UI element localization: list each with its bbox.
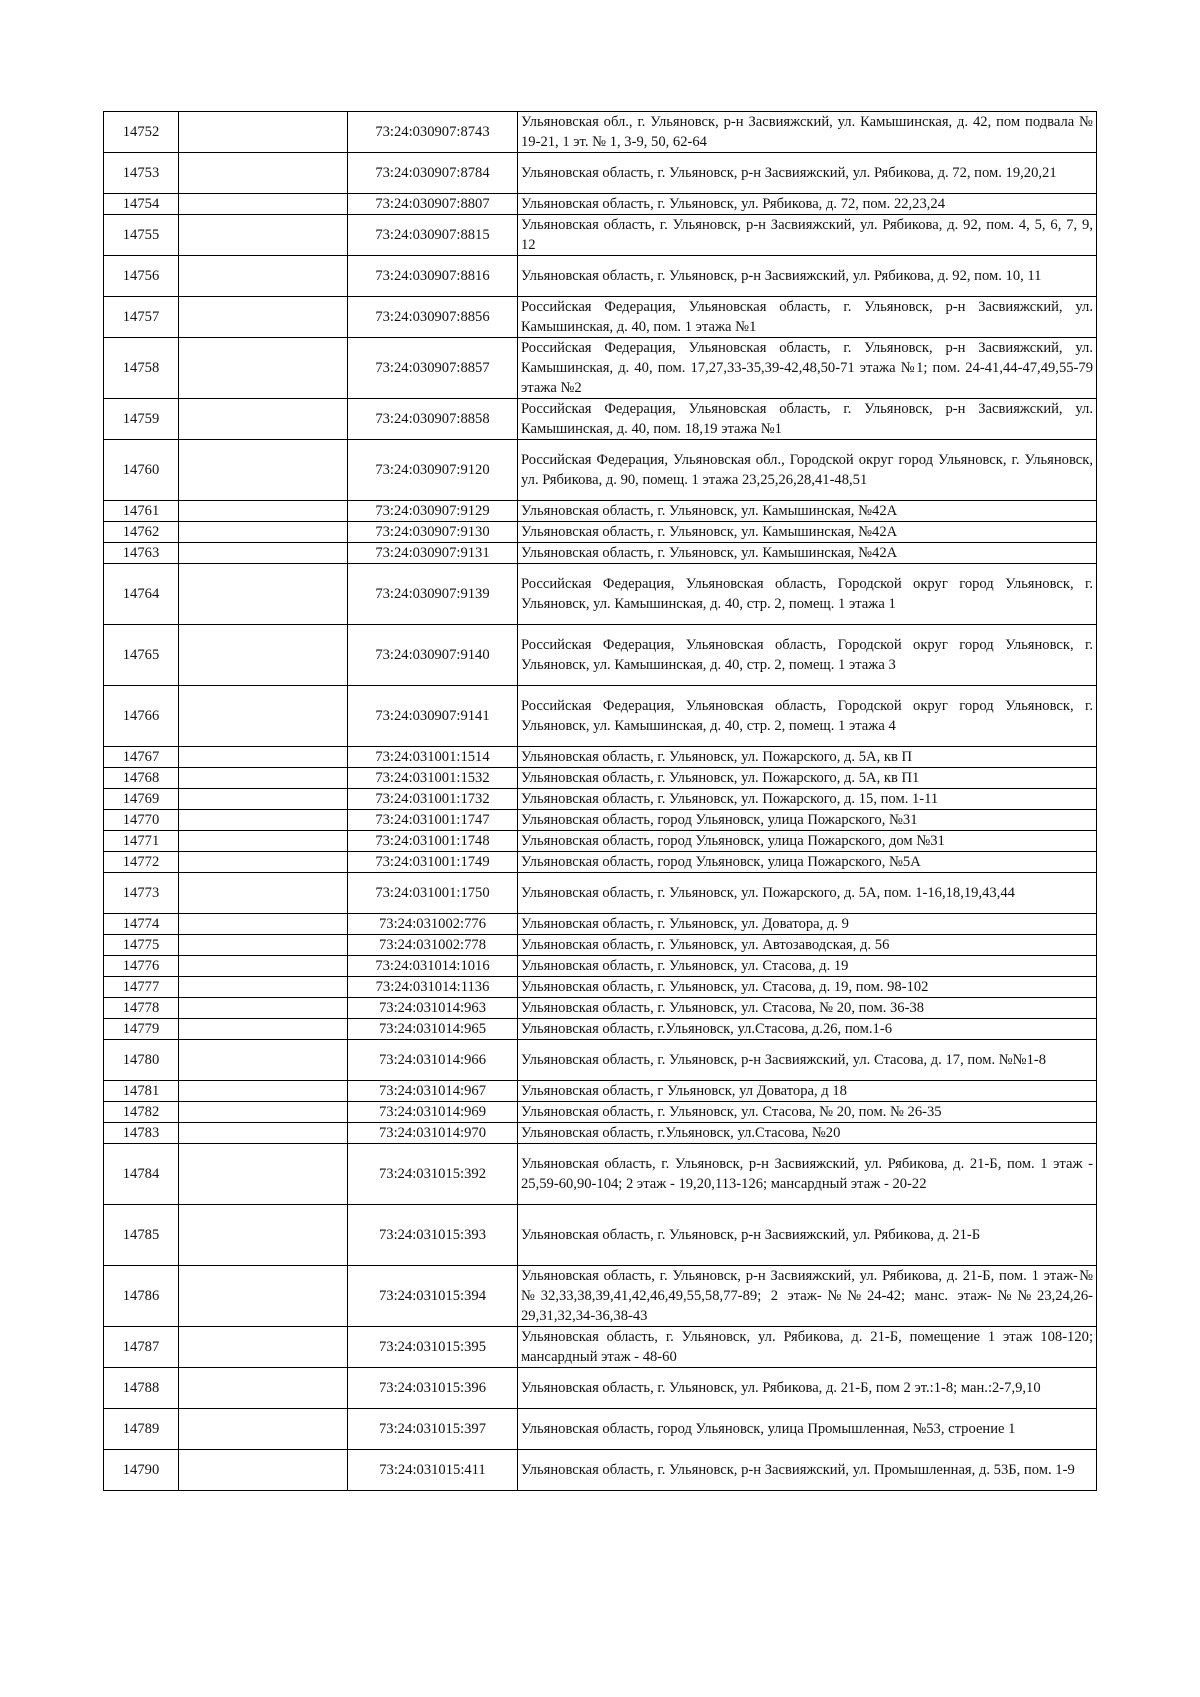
cadastral-number: 73:24:030907:8816 (348, 256, 518, 297)
table-row (104, 956, 1097, 977)
table-row (104, 873, 1097, 914)
row-number: 14778 (104, 998, 179, 1019)
row-number: 14785 (104, 1205, 179, 1266)
cadastral-number: 73:24:031001:1747 (348, 810, 518, 831)
address-cell: Ульяновская область, г. Ульяновск, ул. Доватора, д. 9 (518, 914, 1097, 935)
cadastral-number: 73:24:031001:1532 (348, 768, 518, 789)
row-number: 14790 (104, 1450, 179, 1491)
row-number: 14784 (104, 1144, 179, 1205)
empty-cell (179, 440, 348, 501)
empty-cell (179, 1450, 348, 1491)
cadastral-number: 73:24:031014:969 (348, 1102, 518, 1123)
cadastral-number: 73:24:031015:396 (348, 1368, 518, 1409)
table-row (104, 522, 1097, 543)
row-number: 14768 (104, 768, 179, 789)
empty-cell (179, 1205, 348, 1266)
row-number: 14762 (104, 522, 179, 543)
row-number: 14786 (104, 1266, 179, 1327)
address-cell: Ульяновская область, г. Ульяновск, ул. Стасова, д. 19 (518, 956, 1097, 977)
row-number: 14783 (104, 1123, 179, 1144)
cadastral-number: 73:24:030907:8856 (348, 297, 518, 338)
empty-cell (179, 956, 348, 977)
row-number: 14755 (104, 215, 179, 256)
address-cell: Ульяновская область, г. Ульяновск, ул. Камышинская, №42А (518, 501, 1097, 522)
table-row (104, 112, 1097, 153)
empty-cell (179, 625, 348, 686)
row-number: 14777 (104, 977, 179, 998)
address-cell: Ульяновская область, г. Ульяновск, р-н Засвияжский, ул. Стасова, д. 17, пом. №№1-8 (518, 1040, 1097, 1081)
cadastral-number: 73:24:030907:8815 (348, 215, 518, 256)
cadastral-number: 73:24:030907:8784 (348, 153, 518, 194)
row-number: 14770 (104, 810, 179, 831)
cadastral-number: 73:24:031015:392 (348, 1144, 518, 1205)
row-number: 14760 (104, 440, 179, 501)
empty-cell (179, 256, 348, 297)
empty-cell (179, 747, 348, 768)
empty-cell (179, 810, 348, 831)
empty-cell (179, 1102, 348, 1123)
table-row (104, 914, 1097, 935)
address-cell: Российская Федерация, Ульяновская обл., Городской округ город Ульяновск, г. Ульяновск, ул. Рябикова, д. 90, помещ. 1 этажа 23,25,26,28,41-48,51 (518, 440, 1097, 501)
table-row (104, 747, 1097, 768)
address-cell: Ульяновская область, г. Ульяновск, ул. Рябикова, д. 21-Б, пом 2 эт.:1-8; ман.:2-7,9,10 (518, 1368, 1097, 1409)
address-cell: Российская Федерация, Ульяновская область, Городской округ город Ульяновск, г. Ульяновск, ул. Камышинская, д. 40, стр. 2, помещ. 1 этажа 4 (518, 686, 1097, 747)
table-row (104, 1102, 1097, 1123)
empty-cell (179, 543, 348, 564)
empty-cell (179, 1144, 348, 1205)
address-cell: Ульяновская область, г. Ульяновск, ул. Стасова, д. 19, пом. 98-102 (518, 977, 1097, 998)
row-number: 14753 (104, 153, 179, 194)
row-number: 14779 (104, 1019, 179, 1040)
address-cell: Ульяновская область, г. Ульяновск, ул. Рябикова, д. 21-Б, помещение 1 этаж 108-120; мансардный этаж - 48-60 (518, 1327, 1097, 1368)
table-row (104, 935, 1097, 956)
empty-cell (179, 399, 348, 440)
table-row (104, 1040, 1097, 1081)
cadastral-number: 73:24:031014:966 (348, 1040, 518, 1081)
table-row (104, 297, 1097, 338)
empty-cell (179, 112, 348, 153)
cadastral-number: 73:24:031001:1750 (348, 873, 518, 914)
row-number: 14776 (104, 956, 179, 977)
cadastral-number: 73:24:031014:965 (348, 1019, 518, 1040)
empty-cell (179, 1266, 348, 1327)
cadastral-number: 73:24:030907:9141 (348, 686, 518, 747)
cadastral-number: 73:24:030907:9131 (348, 543, 518, 564)
address-cell: Ульяновская область, г. Ульяновск, ул. Пожарского, д. 15, пом. 1-11 (518, 789, 1097, 810)
address-cell: Ульяновская область, г. Ульяновск, р-н Засвияжский, ул. Рябикова, д. 72, пом. 19,20,21 (518, 153, 1097, 194)
cadastral-number: 73:24:031001:1748 (348, 831, 518, 852)
row-number: 14769 (104, 789, 179, 810)
row-number: 14789 (104, 1409, 179, 1450)
empty-cell (179, 789, 348, 810)
table-row (104, 977, 1097, 998)
cadastral-number: 73:24:030907:9129 (348, 501, 518, 522)
table-row (104, 153, 1097, 194)
empty-cell (179, 194, 348, 215)
table-row (104, 789, 1097, 810)
row-number: 14752 (104, 112, 179, 153)
address-cell: Ульяновская область, г. Ульяновск, ул. Рябикова, д. 72, пом. 22,23,24 (518, 194, 1097, 215)
address-cell: Российская Федерация, Ульяновская область, г. Ульяновск, р-н Засвияжский, ул. Камышинская, д. 40, пом. 17,27,33-35,39-42,48,50-71 этажа №1; пом. 24-41,44-47,49,55-79 этажа №2 (518, 338, 1097, 399)
empty-cell (179, 153, 348, 194)
cadastral-number: 73:24:031001:1749 (348, 852, 518, 873)
cadastral-number: 73:24:031014:1016 (348, 956, 518, 977)
table-row (104, 1205, 1097, 1266)
address-cell: Ульяновская область, г. Ульяновск, р-н Засвияжский, ул. Рябикова, д. 92, пом. 4, 5, 6, 7, 9, 12 (518, 215, 1097, 256)
address-cell: Ульяновская область, город Ульяновск, улица Пожарского, дом №31 (518, 831, 1097, 852)
address-cell: Ульяновская обл., г. Ульяновск, р-н Засвияжский, ул. Камышинская, д. 42, пом подвала № 19-21, 1 эт. № 1, 3-9, 50, 62-64 (518, 112, 1097, 153)
empty-cell (179, 1409, 348, 1450)
table-row (104, 194, 1097, 215)
address-cell: Ульяновская область, г. Ульяновск, ул. Пожарского, д. 5А, кв П (518, 747, 1097, 768)
address-cell: Ульяновская область, г. Ульяновск, ул. Пожарского, д. 5А, пом. 1-16,18,19,43,44 (518, 873, 1097, 914)
address-cell: Ульяновская область, г. Ульяновск, р-н Засвияжский, ул. Рябикова, д. 21-Б, пом. 1 этаж - 25,59-60,90-104; 2 этаж - 19,20,113-126; мансардный этаж - 20-22 (518, 1144, 1097, 1205)
table-row (104, 810, 1097, 831)
row-number: 14773 (104, 873, 179, 914)
row-number: 14764 (104, 564, 179, 625)
row-number: 14774 (104, 914, 179, 935)
table-row (104, 338, 1097, 399)
empty-cell (179, 1123, 348, 1144)
cadastral-number: 73:24:030907:9140 (348, 625, 518, 686)
address-cell: Российская Федерация, Ульяновская область, Городской округ город Ульяновск, г. Ульяновск, ул. Камышинская, д. 40, стр. 2, помещ. 1 этажа 1 (518, 564, 1097, 625)
empty-cell (179, 768, 348, 789)
table-row (104, 1019, 1097, 1040)
empty-cell (179, 1368, 348, 1409)
cadastral-number: 73:24:031015:411 (348, 1450, 518, 1491)
row-number: 14775 (104, 935, 179, 956)
empty-cell (179, 935, 348, 956)
cadastral-number: 73:24:031014:967 (348, 1081, 518, 1102)
registry-table (103, 111, 1097, 1491)
address-cell: Ульяновская область, г Ульяновск, ул Доватора, д 18 (518, 1081, 1097, 1102)
row-number: 14761 (104, 501, 179, 522)
row-number: 14763 (104, 543, 179, 564)
row-number: 14767 (104, 747, 179, 768)
address-cell: Ульяновская область, г. Ульяновск, ул. Пожарского, д. 5А, кв П1 (518, 768, 1097, 789)
table-row (104, 768, 1097, 789)
row-number: 14771 (104, 831, 179, 852)
address-cell: Ульяновская область, г. Ульяновск, ул. Стасова, № 20, пом. № 26-35 (518, 1102, 1097, 1123)
address-cell: Ульяновская область, г.Ульяновск, ул.Стасова, №20 (518, 1123, 1097, 1144)
row-number: 14758 (104, 338, 179, 399)
address-cell: Ульяновская область, г. Ульяновск, р-н Засвияжский, ул. Рябикова, д. 21-Б, пом. 1 этаж-№№32,33,38,39,41,42,46,49,55,58,77-89; 2 этаж-№№24-42; манс. этаж-№№23,24,26-29,31,32,34-36,38-43 (518, 1266, 1097, 1327)
row-number: 14757 (104, 297, 179, 338)
table-row (104, 215, 1097, 256)
table-row (104, 686, 1097, 747)
table-row (104, 852, 1097, 873)
empty-cell (179, 852, 348, 873)
cadastral-number: 73:24:031015:395 (348, 1327, 518, 1368)
row-number: 14754 (104, 194, 179, 215)
address-cell: Ульяновская область, г. Ульяновск, ул. Стасова, № 20, пом. 36-38 (518, 998, 1097, 1019)
cadastral-number: 73:24:031014:970 (348, 1123, 518, 1144)
empty-cell (179, 831, 348, 852)
table-row (104, 564, 1097, 625)
cadastral-number: 73:24:030907:8743 (348, 112, 518, 153)
table-row (104, 1327, 1097, 1368)
empty-cell (179, 1040, 348, 1081)
address-cell: Ульяновская область, г. Ульяновск, р-н Засвияжский, ул. Промышленная, д. 53Б, пом. 1-9 (518, 1450, 1097, 1491)
empty-cell (179, 1081, 348, 1102)
address-cell: Ульяновская область, г. Ульяновск, ул. Камышинская, №42А (518, 543, 1097, 564)
row-number: 14782 (104, 1102, 179, 1123)
address-cell: Российская Федерация, Ульяновская область, Городской округ город Ульяновск, г. Ульяновск, ул. Камышинская, д. 40, стр. 2, помещ. 1 этажа 3 (518, 625, 1097, 686)
address-cell: Ульяновская область, город Ульяновск, улица Пожарского, №31 (518, 810, 1097, 831)
empty-cell (179, 297, 348, 338)
table-row (104, 998, 1097, 1019)
address-cell: Ульяновская область, г. Ульяновск, ул. Автозаводская, д. 56 (518, 935, 1097, 956)
cadastral-number: 73:24:031001:1732 (348, 789, 518, 810)
row-number: 14772 (104, 852, 179, 873)
address-cell: Российская Федерация, Ульяновская область, г. Ульяновск, р-н Засвияжский, ул. Камышинская, д. 40, пом. 1 этажа №1 (518, 297, 1097, 338)
cadastral-number: 73:24:030907:9130 (348, 522, 518, 543)
cadastral-number: 73:24:031015:393 (348, 1205, 518, 1266)
empty-cell (179, 215, 348, 256)
cadastral-number: 73:24:031014:1136 (348, 977, 518, 998)
table-row (104, 1368, 1097, 1409)
empty-cell (179, 1327, 348, 1368)
table-row (104, 831, 1097, 852)
address-cell: Ульяновская область, город Ульяновск, улица Промышленная, №53, строение 1 (518, 1409, 1097, 1450)
table-row (104, 1266, 1097, 1327)
cadastral-number: 73:24:030907:8858 (348, 399, 518, 440)
table-row (104, 440, 1097, 501)
table-row (104, 1081, 1097, 1102)
cadastral-number: 73:24:031015:394 (348, 1266, 518, 1327)
empty-cell (179, 338, 348, 399)
empty-cell (179, 977, 348, 998)
address-cell: Ульяновская область, г. Ульяновск, ул. Камышинская, №42А (518, 522, 1097, 543)
empty-cell (179, 522, 348, 543)
address-cell: Ульяновская область, г.Ульяновск, ул.Стасова, д.26, пом.1-6 (518, 1019, 1097, 1040)
row-number: 14787 (104, 1327, 179, 1368)
table-row (104, 1144, 1097, 1205)
cadastral-number: 73:24:030907:8857 (348, 338, 518, 399)
cadastral-number: 73:24:030907:9139 (348, 564, 518, 625)
empty-cell (179, 564, 348, 625)
cadastral-number: 73:24:031001:1514 (348, 747, 518, 768)
table-row (104, 399, 1097, 440)
address-cell: Ульяновская область, город Ульяновск, улица Пожарского, №5А (518, 852, 1097, 873)
row-number: 14759 (104, 399, 179, 440)
empty-cell (179, 873, 348, 914)
address-cell: Ульяновская область, г. Ульяновск, р-н Засвияжский, ул. Рябикова, д. 92, пом. 10, 11 (518, 256, 1097, 297)
cadastral-number: 73:24:031015:397 (348, 1409, 518, 1450)
table-row (104, 543, 1097, 564)
table-row (104, 1409, 1097, 1450)
cadastral-number: 73:24:030907:9120 (348, 440, 518, 501)
table-row (104, 1450, 1097, 1491)
row-number: 14766 (104, 686, 179, 747)
address-cell: Российская Федерация, Ульяновская область, г. Ульяновск, р-н Засвияжский, ул. Камышинская, д. 40, пом. 18,19 этажа №1 (518, 399, 1097, 440)
empty-cell (179, 998, 348, 1019)
row-number: 14781 (104, 1081, 179, 1102)
empty-cell (179, 914, 348, 935)
empty-cell (179, 686, 348, 747)
table-row (104, 625, 1097, 686)
empty-cell (179, 501, 348, 522)
cadastral-number: 73:24:031002:778 (348, 935, 518, 956)
address-cell: Ульяновская область, г. Ульяновск, р-н Засвияжский, ул. Рябикова, д. 21-Б (518, 1205, 1097, 1266)
cadastral-number: 73:24:030907:8807 (348, 194, 518, 215)
cadastral-number: 73:24:031014:963 (348, 998, 518, 1019)
row-number: 14756 (104, 256, 179, 297)
table-row (104, 1123, 1097, 1144)
cadastral-number: 73:24:031002:776 (348, 914, 518, 935)
table-row (104, 256, 1097, 297)
table-row (104, 501, 1097, 522)
row-number: 14788 (104, 1368, 179, 1409)
empty-cell (179, 1019, 348, 1040)
row-number: 14765 (104, 625, 179, 686)
row-number: 14780 (104, 1040, 179, 1081)
